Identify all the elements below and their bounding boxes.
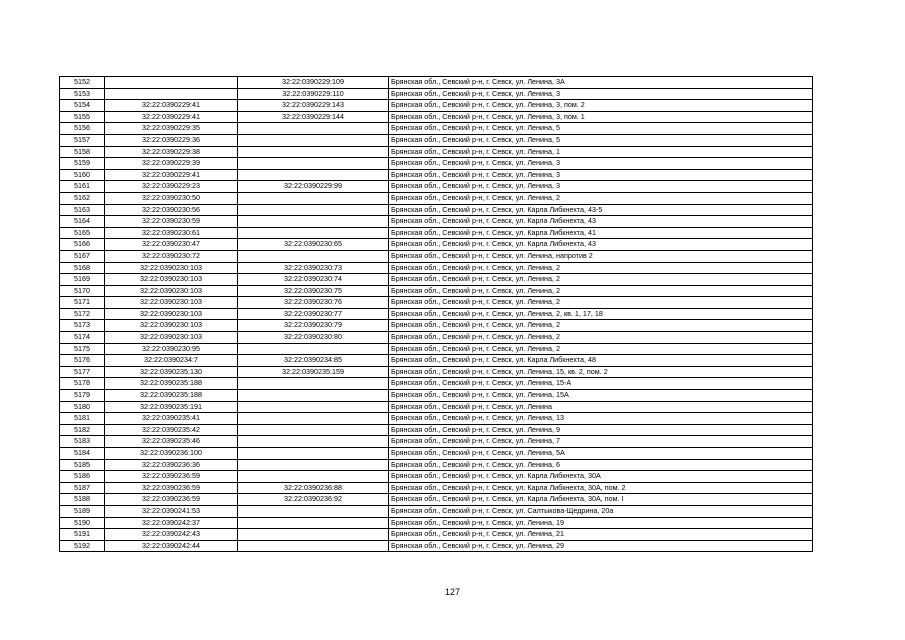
address-cell: Брянская обл., Севский р-н, г. Севск, ул. Ленина, 15-А <box>389 378 813 390</box>
address-cell: Брянская обл., Севский р-н, г. Севск, ул. Ленина, 15А <box>389 390 813 402</box>
address-cell: Брянская обл., Севский р-н, г. Севск, ул. Ленина, 1 <box>389 146 813 158</box>
registry-table-container <box>59 76 813 552</box>
row-number-cell: 5185 <box>60 459 105 471</box>
parcel-cadastral-number-cell: 32:22:0390235:188 <box>105 390 238 402</box>
parcel-cadastral-number-cell: 32:22:0390235:188 <box>105 378 238 390</box>
address-cell: Брянская обл., Севский р-н, г. Севск, ул. Ленина, 2 <box>389 320 813 332</box>
row-number-cell: 5192 <box>60 540 105 552</box>
address-cell: Брянская обл., Севский р-н, г. Севск, ул. Ленина, 2 <box>389 274 813 286</box>
row-number-cell: 5189 <box>60 505 105 517</box>
table-row <box>60 424 813 436</box>
table-row <box>60 297 813 309</box>
address-cell: Брянская обл., Севский р-н, г. Севск, ул. Ленина, 15, кв. 2, пом. 2 <box>389 366 813 378</box>
parcel-cadastral-number-cell: 32:22:0390230:50 <box>105 192 238 204</box>
object-cadastral-number-cell <box>238 529 389 541</box>
parcel-cadastral-number-cell: 32:22:0390235:191 <box>105 401 238 413</box>
table-row <box>60 505 813 517</box>
table-row <box>60 343 813 355</box>
parcel-cadastral-number-cell: 32:22:0390235:41 <box>105 413 238 425</box>
row-number-cell: 5170 <box>60 285 105 297</box>
table-row <box>60 390 813 402</box>
row-number-cell: 5158 <box>60 146 105 158</box>
parcel-cadastral-number-cell: 32:22:0390230:95 <box>105 343 238 355</box>
parcel-cadastral-number-cell: 32:22:0390230:103 <box>105 308 238 320</box>
object-cadastral-number-cell <box>238 413 389 425</box>
parcel-cadastral-number-cell <box>105 88 238 100</box>
object-cadastral-number-cell <box>238 459 389 471</box>
row-number-cell: 5180 <box>60 401 105 413</box>
address-cell: Брянская обл., Севский р-н, г. Севск, ул. Ленина, 2 <box>389 285 813 297</box>
table-row <box>60 482 813 494</box>
object-cadastral-number-cell <box>238 401 389 413</box>
parcel-cadastral-number-cell: 32:22:0390234:7 <box>105 355 238 367</box>
table-row <box>60 192 813 204</box>
address-cell: Брянская обл., Севский р-н, г. Севск, ул. Ленина, напротив 2 <box>389 250 813 262</box>
parcel-cadastral-number-cell: 32:22:0390241:53 <box>105 505 238 517</box>
address-cell: Брянская обл., Севский р-н, г. Севск, ул. Ленина, 29 <box>389 540 813 552</box>
parcel-cadastral-number-cell: 32:22:0390229:35 <box>105 123 238 135</box>
table-row <box>60 239 813 251</box>
address-cell: Брянская обл., Севский р-н, г. Севск, ул. Ленина, 5 <box>389 123 813 135</box>
parcel-cadastral-number-cell: 32:22:0390230:103 <box>105 285 238 297</box>
parcel-cadastral-number-cell: 32:22:0390236:59 <box>105 471 238 483</box>
table-row <box>60 308 813 320</box>
object-cadastral-number-cell: 32:22:0390229:110 <box>238 88 389 100</box>
table-row <box>60 413 813 425</box>
row-number-cell: 5187 <box>60 482 105 494</box>
object-cadastral-number-cell <box>238 123 389 135</box>
row-number-cell: 5176 <box>60 355 105 367</box>
row-number-cell: 5157 <box>60 134 105 146</box>
table-row <box>60 540 813 552</box>
object-cadastral-number-cell <box>238 448 389 460</box>
row-number-cell: 5177 <box>60 366 105 378</box>
table-row <box>60 401 813 413</box>
object-cadastral-number-cell <box>238 436 389 448</box>
row-number-cell: 5188 <box>60 494 105 506</box>
parcel-cadastral-number-cell: 32:22:0390229:41 <box>105 100 238 112</box>
address-cell: Брянская обл., Севский р-н, г. Севск, ул. Ленина, 5 <box>389 134 813 146</box>
table-row <box>60 378 813 390</box>
table-row <box>60 436 813 448</box>
table-row <box>60 77 813 89</box>
row-number-cell: 5164 <box>60 216 105 228</box>
parcel-cadastral-number-cell: 32:22:0390230:103 <box>105 332 238 344</box>
parcel-cadastral-number-cell: 32:22:0390230:103 <box>105 297 238 309</box>
row-number-cell: 5191 <box>60 529 105 541</box>
address-cell: Брянская обл., Севский р-н, г. Севск, ул. Салтыкова-Щедрина, 20а <box>389 505 813 517</box>
address-cell: Брянская обл., Севский р-н, г. Севск, ул. Ленина, 2, кв. 1, 17, 18 <box>389 308 813 320</box>
object-cadastral-number-cell: 32:22:0390230:73 <box>238 262 389 274</box>
row-number-cell: 5159 <box>60 158 105 170</box>
object-cadastral-number-cell: 32:22:0390230:79 <box>238 320 389 332</box>
table-row <box>60 355 813 367</box>
table-row <box>60 100 813 112</box>
address-cell: Брянская обл., Севский р-н, г. Севск, ул. Карла Либкнехта, 48 <box>389 355 813 367</box>
row-number-cell: 5154 <box>60 100 105 112</box>
object-cadastral-number-cell <box>238 540 389 552</box>
parcel-cadastral-number-cell: 32:22:0390230:59 <box>105 216 238 228</box>
parcel-cadastral-number-cell: 32:22:0390242:37 <box>105 517 238 529</box>
address-cell: Брянская обл., Севский р-н, г. Севск, ул. Карла Либкнехта, 43 <box>389 239 813 251</box>
object-cadastral-number-cell: 32:22:0390230:74 <box>238 274 389 286</box>
row-number-cell: 5171 <box>60 297 105 309</box>
table-row <box>60 216 813 228</box>
address-cell: Брянская обл., Севский р-н, г. Севск, ул. Ленина, 3, пом. 2 <box>389 100 813 112</box>
parcel-cadastral-number-cell: 32:22:0390242:43 <box>105 529 238 541</box>
table-row <box>60 88 813 100</box>
object-cadastral-number-cell: 32:22:0390230:77 <box>238 308 389 320</box>
address-cell: Брянская обл., Севский р-н, г. Севск, ул. Ленина, 2 <box>389 332 813 344</box>
object-cadastral-number-cell: 32:22:0390229:99 <box>238 181 389 193</box>
row-number-cell: 5165 <box>60 227 105 239</box>
object-cadastral-number-cell: 32:22:0390234:85 <box>238 355 389 367</box>
object-cadastral-number-cell <box>238 134 389 146</box>
address-cell: Брянская обл., Севский р-н, г. Севск, ул. Ленина, 21 <box>389 529 813 541</box>
address-cell: Брянская обл., Севский р-н, г. Севск, ул. Ленина, 3 <box>389 169 813 181</box>
object-cadastral-number-cell <box>238 216 389 228</box>
parcel-cadastral-number-cell: 32:22:0390229:41 <box>105 169 238 181</box>
table-row <box>60 227 813 239</box>
address-cell: Брянская обл., Севский р-н, г. Севск, ул. Ленина, 3 <box>389 88 813 100</box>
table-row <box>60 123 813 135</box>
table-row <box>60 181 813 193</box>
address-cell: Брянская обл., Севский р-н, г. Севск, ул. Ленина, 5А <box>389 448 813 460</box>
address-cell: Брянская обл., Севский р-н, г. Севск, ул. Ленина <box>389 401 813 413</box>
table-row <box>60 146 813 158</box>
object-cadastral-number-cell: 32:22:0390229:144 <box>238 111 389 123</box>
address-cell: Брянская обл., Севский р-н, г. Севск, ул. Ленина, 2 <box>389 192 813 204</box>
object-cadastral-number-cell <box>238 227 389 239</box>
row-number-cell: 5174 <box>60 332 105 344</box>
object-cadastral-number-cell <box>238 424 389 436</box>
row-number-cell: 5166 <box>60 239 105 251</box>
parcel-cadastral-number-cell: 32:22:0390230:47 <box>105 239 238 251</box>
table-row <box>60 320 813 332</box>
address-cell: Брянская обл., Севский р-н, г. Севск, ул. Ленина, 9 <box>389 424 813 436</box>
parcel-cadastral-number-cell: 32:22:0390230:61 <box>105 227 238 239</box>
address-cell: Брянская обл., Севский р-н, г. Севск, ул. Ленина, 3А <box>389 77 813 89</box>
row-number-cell: 5190 <box>60 517 105 529</box>
parcel-cadastral-number-cell: 32:22:0390235:42 <box>105 424 238 436</box>
object-cadastral-number-cell: 32:22:0390236:92 <box>238 494 389 506</box>
object-cadastral-number-cell: 32:22:0390229:143 <box>238 100 389 112</box>
row-number-cell: 5184 <box>60 448 105 460</box>
parcel-cadastral-number-cell: 32:22:0390236:36 <box>105 459 238 471</box>
page-number: 127 <box>444 587 461 597</box>
address-cell: Брянская обл., Севский р-н, г. Севск, ул. Карла Либкнехта, 30А, пом. 2 <box>389 482 813 494</box>
parcel-cadastral-number-cell: 32:22:0390229:41 <box>105 111 238 123</box>
parcel-cadastral-number-cell: 32:22:0390235:46 <box>105 436 238 448</box>
parcel-cadastral-number-cell: 32:22:0390229:23 <box>105 181 238 193</box>
object-cadastral-number-cell <box>238 471 389 483</box>
object-cadastral-number-cell <box>238 146 389 158</box>
object-cadastral-number-cell <box>238 158 389 170</box>
parcel-cadastral-number-cell: 32:22:0390230:103 <box>105 262 238 274</box>
object-cadastral-number-cell: 32:22:0390235:159 <box>238 366 389 378</box>
table-row <box>60 158 813 170</box>
table-row <box>60 517 813 529</box>
table-row <box>60 250 813 262</box>
object-cadastral-number-cell <box>238 250 389 262</box>
object-cadastral-number-cell <box>238 390 389 402</box>
parcel-cadastral-number-cell: 32:22:0390229:36 <box>105 134 238 146</box>
row-number-cell: 5169 <box>60 274 105 286</box>
parcel-cadastral-number-cell: 32:22:0390236:100 <box>105 448 238 460</box>
table-row <box>60 204 813 216</box>
object-cadastral-number-cell <box>238 192 389 204</box>
row-number-cell: 5182 <box>60 424 105 436</box>
table-row <box>60 529 813 541</box>
address-cell: Брянская обл., Севский р-н, г. Севск, ул. Ленина, 2 <box>389 343 813 355</box>
parcel-cadastral-number-cell: 32:22:0390242:44 <box>105 540 238 552</box>
row-number-cell: 5167 <box>60 250 105 262</box>
row-number-cell: 5181 <box>60 413 105 425</box>
table-row <box>60 262 813 274</box>
table-row <box>60 448 813 460</box>
address-cell: Брянская обл., Севский р-н, г. Севск, ул. Карла Либкнехта, 30А, пом. I <box>389 494 813 506</box>
row-number-cell: 5162 <box>60 192 105 204</box>
table-row <box>60 332 813 344</box>
object-cadastral-number-cell: 32:22:0390229:109 <box>238 77 389 89</box>
parcel-cadastral-number-cell <box>105 77 238 89</box>
row-number-cell: 5183 <box>60 436 105 448</box>
parcel-cadastral-number-cell: 32:22:0390236:59 <box>105 494 238 506</box>
address-cell: Брянская обл., Севский р-н, г. Севск, ул. Карла Либкнехта, 43 <box>389 216 813 228</box>
address-cell: Брянская обл., Севский р-н, г. Севск, ул. Ленина, 7 <box>389 436 813 448</box>
parcel-cadastral-number-cell: 32:22:0390236:59 <box>105 482 238 494</box>
address-cell: Брянская обл., Севский р-н, г. Севск, ул. Ленина, 3 <box>389 158 813 170</box>
address-cell: Брянская обл., Севский р-н, г. Севск, ул. Карла Либкнехта, 41 <box>389 227 813 239</box>
address-cell: Брянская обл., Севский р-н, г. Севск, ул. Ленина, 2 <box>389 262 813 274</box>
address-cell: Брянская обл., Севский р-н, г. Севск, ул. Ленина, 13 <box>389 413 813 425</box>
address-cell: Брянская обл., Севский р-н, г. Севск, ул. Ленина, 19 <box>389 517 813 529</box>
parcel-cadastral-number-cell: 32:22:0390230:56 <box>105 204 238 216</box>
registry-table <box>59 76 813 552</box>
parcel-cadastral-number-cell: 32:22:0390230:103 <box>105 320 238 332</box>
row-number-cell: 5173 <box>60 320 105 332</box>
table-row <box>60 111 813 123</box>
object-cadastral-number-cell: 32:22:0390230:65 <box>238 239 389 251</box>
object-cadastral-number-cell <box>238 505 389 517</box>
table-row <box>60 169 813 181</box>
object-cadastral-number-cell <box>238 343 389 355</box>
object-cadastral-number-cell: 32:22:0390236:88 <box>238 482 389 494</box>
row-number-cell: 5172 <box>60 308 105 320</box>
row-number-cell: 5152 <box>60 77 105 89</box>
table-row <box>60 285 813 297</box>
table-row <box>60 494 813 506</box>
row-number-cell: 5175 <box>60 343 105 355</box>
object-cadastral-number-cell <box>238 517 389 529</box>
address-cell: Брянская обл., Севский р-н, г. Севск, ул. Ленина, 2 <box>389 297 813 309</box>
table-row <box>60 134 813 146</box>
row-number-cell: 5179 <box>60 390 105 402</box>
table-row <box>60 274 813 286</box>
object-cadastral-number-cell <box>238 204 389 216</box>
address-cell: Брянская обл., Севский р-н, г. Севск, ул. Ленина, 3, пом. 1 <box>389 111 813 123</box>
object-cadastral-number-cell <box>238 378 389 390</box>
object-cadastral-number-cell <box>238 169 389 181</box>
object-cadastral-number-cell: 32:22:0390230:80 <box>238 332 389 344</box>
row-number-cell: 5156 <box>60 123 105 135</box>
parcel-cadastral-number-cell: 32:22:0390230:103 <box>105 274 238 286</box>
registry-table-body <box>60 77 813 552</box>
address-cell: Брянская обл., Севский р-н, г. Севск, ул. Карла Либкнехта, 43-5 <box>389 204 813 216</box>
parcel-cadastral-number-cell: 32:22:0390235:130 <box>105 366 238 378</box>
table-row <box>60 459 813 471</box>
row-number-cell: 5168 <box>60 262 105 274</box>
row-number-cell: 5153 <box>60 88 105 100</box>
parcel-cadastral-number-cell: 32:22:0390229:38 <box>105 146 238 158</box>
row-number-cell: 5155 <box>60 111 105 123</box>
parcel-cadastral-number-cell: 32:22:0390229:39 <box>105 158 238 170</box>
parcel-cadastral-number-cell: 32:22:0390230:72 <box>105 250 238 262</box>
row-number-cell: 5161 <box>60 181 105 193</box>
address-cell: Брянская обл., Севский р-н, г. Севск, ул. Ленина, 6 <box>389 459 813 471</box>
object-cadastral-number-cell: 32:22:0390230:75 <box>238 285 389 297</box>
address-cell: Брянская обл., Севский р-н, г. Севск, ул. Карла Либкнехта, 30А <box>389 471 813 483</box>
address-cell: Брянская обл., Севский р-н, г. Севск, ул. Ленина, 3 <box>389 181 813 193</box>
table-row <box>60 366 813 378</box>
row-number-cell: 5186 <box>60 471 105 483</box>
table-row <box>60 471 813 483</box>
row-number-cell: 5160 <box>60 169 105 181</box>
row-number-cell: 5178 <box>60 378 105 390</box>
object-cadastral-number-cell: 32:22:0390230:76 <box>238 297 389 309</box>
row-number-cell: 5163 <box>60 204 105 216</box>
